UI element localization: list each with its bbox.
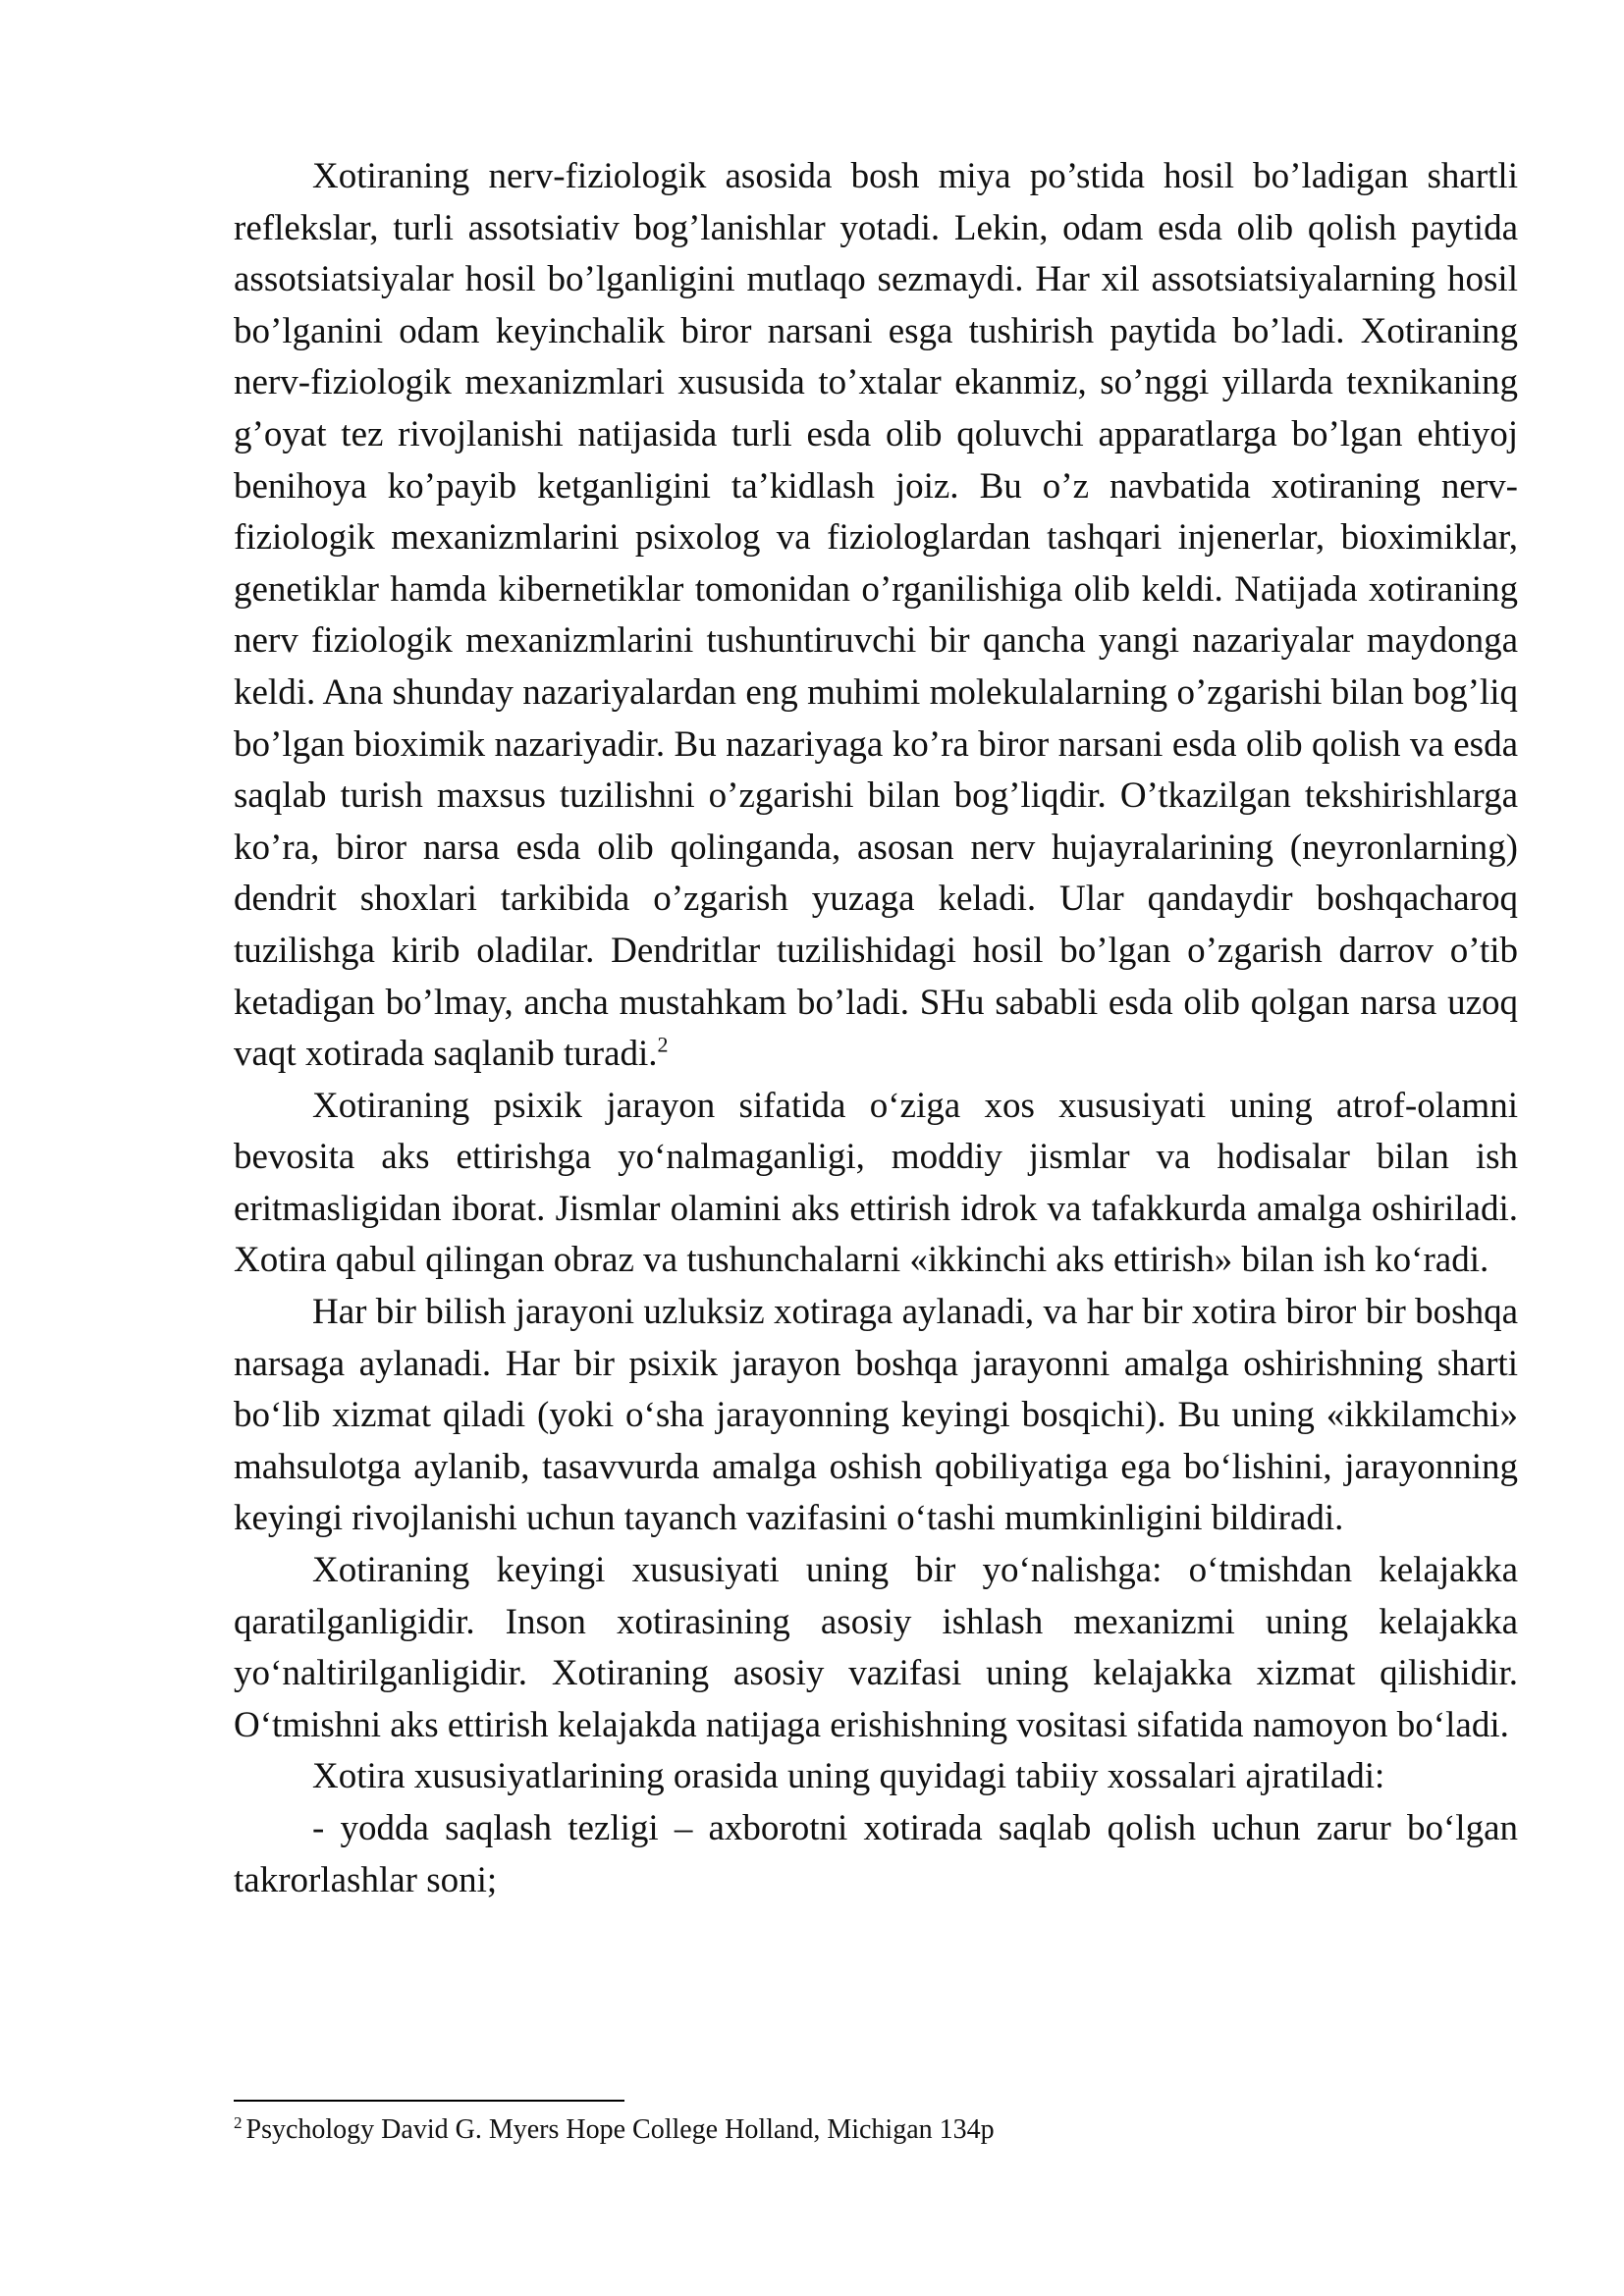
list-item-memorization-speed: - yodda saqlash tezligi – axborotni xotirada saqlab qolish uchun zarur bo‘lgan takrorlashlar soni; [234, 1808, 1518, 1900]
paragraph-memory-psychic-process: Xotiraning psixik jarayon sifatida o‘ziga xos xususiyati uning atrof-olamni bevosita aks ettirishga yo‘nalmaganligi, moddiy jismlar va hodisalar bilan ish eritmasligidan iborat. Jismlar olamini aks ettirish idrok va tafakkurda amalga oshiriladi. Xotira qabul qilingan obraz va tushunchalarni «ikkinchi aks ettirish» bilan ish ko‘radi. [234, 1085, 1518, 1281]
main-text [234, 151, 1518, 1906]
footnote-divider [234, 2100, 624, 2102]
footnote [234, 2112, 1518, 2148]
paragraph-text: Xotiraning nerv-fiziologik asosida bosh miya po’stida hosil bo’ladigan shartli reflekslar, turli assotsiativ bog’lanishlar yotadi. Lekin, odam esda olib qolish paytida assotsiatsiyalar hosil bo’lganligini mutlaqo sezmaydi. Har xil assotsiatsiyalarning hosil bo’lganini odam keyinchalik biror narsani esga tushirish paytida bo’ladi. Xotiraning nerv-fiziologik mexanizmlari xususida to’xtalar ekanmiz, so’nggi yillarda texnikaning g’oyat tez rivojlanishi natijasida turli esda olib qoluvchi apparatlarga bo’lgan ehtiyoj benihoya ko’payib ketganligini ta’kidlash joiz. Bu o’z navbatida xotiraning nerv-fiziologik mexanizmlarini psixolog va fiziologlardan tashqari injenerlar, bioximiklar, genetiklar hamda kibernetiklar tomonidan o’rganilishiga olib keldi. Natijada xotiraning nerv fiziologik mexanizmlarini tushuntiruvchi bir qancha yangi nazariyalar maydonga keldi. Ana shunday nazariyalardan eng muhimi molekulalarning o’zgarishi bilan bog’liq bo’lgan bioximik nazariyadir. Bu nazariyaga ko’ra biror narsani esda olib qolish va esda saqlab turish maxsus tuzilishni o’zgarishi bilan bog’liqdir. O’tkazilgan tekshirishlarga ko’ra, biror narsa esda olib qolinganda, asosan nerv hujayralarining (neyronlarning) dendrit shoxlari tarkibida o’zgarish yuzaga keladi. Ular qandaydir boshqacharoq tuzilishga kirib oladilar. Dendritlar tuzilishidagi hosil bo’lgan o’zgarish darrov o’tib ketadigan bo’lmay, ancha mustahkam bo’ladi. SHu sababli esda olib qolgan narsa uzoq vaqt xotirada saqlanib turadi. [234, 156, 1518, 1075]
paragraph-memory-physiology [234, 151, 1518, 1081]
paragraph-cognitive-process: Har bir bilish jarayoni uzluksiz xotiraga aylanadi, va har bir xotira biror bir boshqa narsaga aylanadi. Har bir psixik jarayon boshqa jarayonni amalga oshirishning sharti bo‘lib xizmat qiladi (yoki o‘sha jarayonning keyingi bosqichi). Bu uning «ikkilamchi» mahsulotga aylanib, tasavvurda amalga oshish qobiliyatiga ega bo‘lishini, jarayonning keyingi rivojlanishi uchun tayanch vazifasini o‘tashi mumkinligini bildiradi. [234, 1292, 1518, 1539]
footnote-reference[interactable]: 2 [657, 1032, 669, 1057]
paragraph-memory-direction: Xotiraning keyingi xususiyati uning bir yo‘nalishga: o‘tmishdan kelajakka qaratilganligidir. Inson xotirasining asosiy ishlash mexanizmi uning kelajakka yo‘naltirilganligidir. Xotiraning asosiy vazifasi uning kelajakka xizmat qilishidir. O‘tmishni aks ettirish kelajakda natijaga erishishning vositasi sifatida namoyon bo‘ladi. [234, 1550, 1518, 1745]
paragraph-memory-properties: Xotira xususiyatlarining orasida uning quyidagi tabiiy xossalari ajratiladi: [312, 1756, 1385, 1797]
footnote-number: 2 [234, 2112, 243, 2132]
footnote-text: Psychology David G. Myers Hope College Holland, Michigan 134p [245, 2114, 995, 2145]
